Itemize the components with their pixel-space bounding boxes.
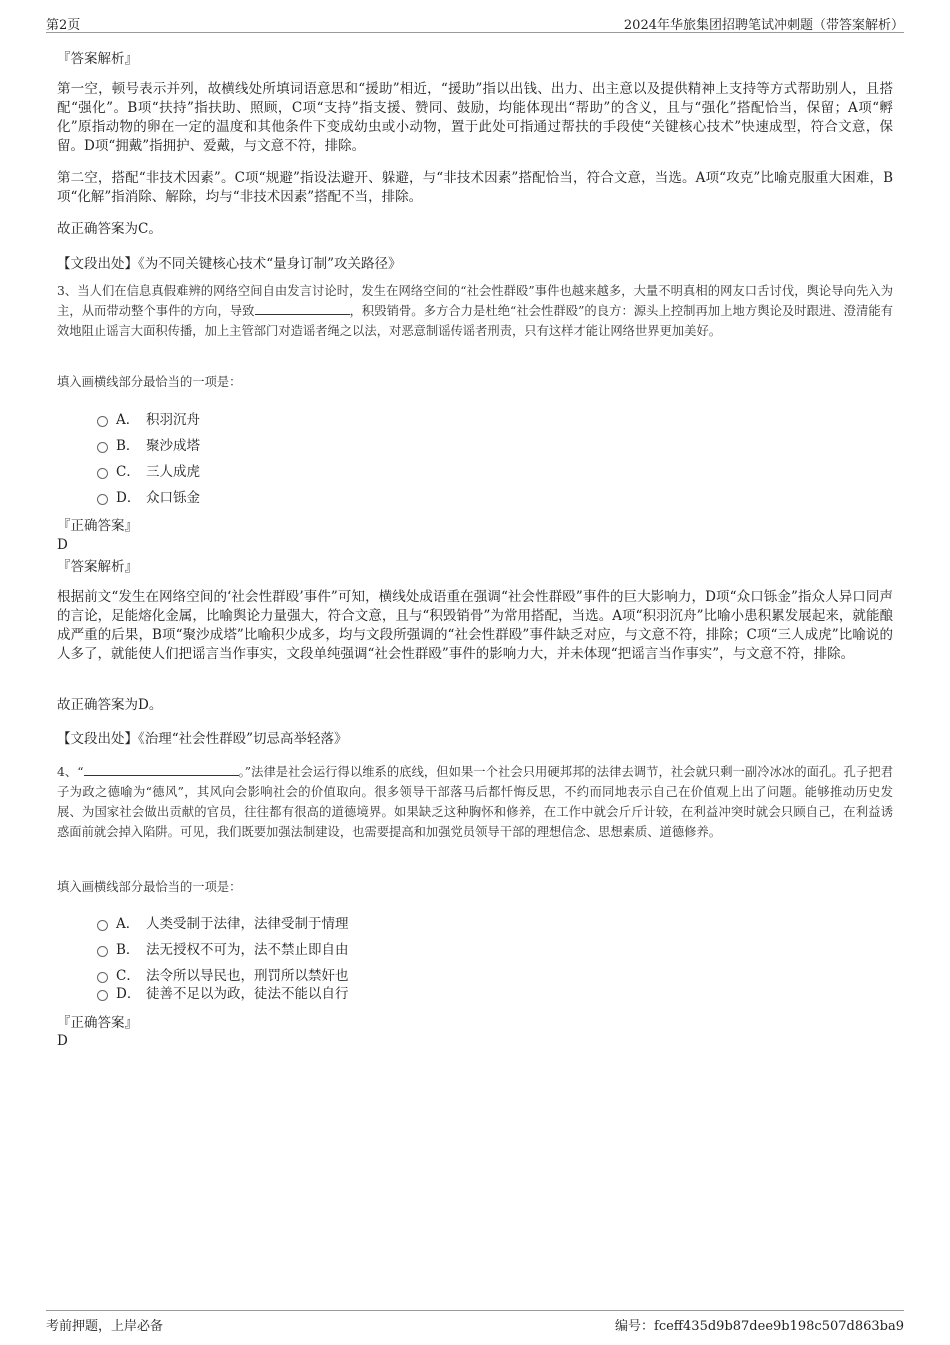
q3-stem-before: 3、当人们在信息真假难辨的网络空间自由发言讨论时，发生在网络空间的“社会性群殴”事件也越来越多，大量不明真相的网友口舌讨伐，舆论导向先入为主，从而带动整个事件的方向，导致 — [57, 284, 893, 318]
q3-answer-label: 『正确答案』 — [57, 518, 138, 534]
footer-code: 编号：fceff435d9b87dee9b198c507d863ba9 — [615, 1319, 904, 1334]
radio-icon[interactable] — [97, 972, 108, 983]
radio-icon[interactable] — [97, 946, 108, 957]
radio-icon[interactable] — [97, 494, 108, 505]
q3-blank — [255, 302, 350, 315]
q2-analysis-label: 『答案解析』 — [57, 51, 138, 67]
q2-analysis-para-2: 第二空，搭配“非技术因素”。C项“规避”指设法避开、躲避，与“非技术因素”搭配恰当，符合文意，当选。A项“攻克”比喻克服重大困难，B项“化解”指消除、解除，均与“非技术因素”搭配不当，排除。 — [57, 170, 893, 205]
q3-option-d[interactable]: D． 众口铄金 — [97, 486, 200, 506]
q4-answer: D — [57, 1033, 68, 1049]
radio-icon[interactable] — [97, 990, 108, 1001]
q3-analysis-label: 『答案解析』 — [57, 559, 138, 575]
q3-analysis: 根据前文“发生在网络空间的‘社会性群殴’事件”可知，横线处成语重在强调“社会性群殴”事件的巨大影响力，D项“众口铄金”指众人异口同声的言论，足能熔化金属，比喻舆论力量强大，符合文意，且与“积毁销骨”为常用搭配，当选。A项“积羽沉舟”比喻小患积累发展起来，就能酿成严重的后果，B项“聚沙成塔”比喻积少成多，均与文段所强调的“社会性群殴”事件缺乏对应，与文意不符，排除；C项“三人成虎”比喻说的人多了，就能使人们把谣言当作事实，文段单纯强调“社会性群殴”事件的影响力大，并未体现“把谣言当作事实”，与文意不符，排除。 — [57, 589, 893, 662]
q3-option-c[interactable]: C． 三人成虎 — [97, 460, 200, 480]
page-footer — [46, 1310, 904, 1333]
radio-icon[interactable] — [97, 468, 108, 479]
q4-option-c[interactable]: C． 法令所以导民也，刑罚所以禁奸也 — [97, 964, 349, 984]
q2-conclusion: 故正确答案为C。 — [57, 221, 162, 237]
radio-icon[interactable] — [97, 920, 108, 931]
q3-conclusion: 故正确答案为D。 — [57, 697, 163, 713]
radio-icon[interactable] — [97, 442, 108, 453]
document-title: 2024年华旅集团招聘笔试冲刺题（带答案解析） — [623, 18, 904, 33]
q4-answer-label: 『正确答案』 — [57, 1015, 138, 1031]
q4-option-d[interactable]: D． 徒善不足以为政，徒法不能以自行 — [97, 982, 349, 1002]
q3-prompt: 填入画横线部分最恰当的一项是： — [57, 375, 242, 389]
q4-option-b[interactable]: B． 法无授权不可为，法不禁止即自由 — [97, 938, 349, 958]
footer-note: 考前押题，上岸必备 — [46, 1319, 164, 1334]
q3-option-b[interactable]: B． 聚沙成塔 — [97, 434, 200, 454]
q3-stem-after: ，积毁销骨。多方合力是杜绝“社会性群殴”的良方：源头上控制再加上地方舆论及时跟进、澄清能有效地阻止谣言大面积传播，加上主管部门对造谣者绳之以法，对恶意制谣传谣者刑责，只有这样才能让网络世界更加美好。 — [57, 304, 893, 338]
q3-stem — [57, 281, 893, 341]
q2-source: 【文段出处】《为不同关键核心技术“量身订制”攻关路径》 — [57, 256, 402, 272]
q3-option-a[interactable]: A． 积羽沉舟 — [97, 408, 200, 428]
q3-answer: D — [57, 537, 68, 553]
q3-source: 【文段出处】《治理“社会性群殴”切忌高举轻落》 — [57, 731, 348, 747]
page-number: 第2页 — [46, 18, 81, 33]
q4-blank — [84, 763, 239, 776]
q2-analysis-para-1: 第一空，顿号表示并列，故横线处所填词语意思和“援助”相近，“援助”指以出钱、出力、出主意以及提供精神上支持等方式帮助别人，且搭配“强化”。B项“扶持”指扶助、照顾，C项“支持”指支援、赞同、鼓励，均能体现出“帮助”的含义，且与“强化”搭配恰当，保留；A项“孵化”原指动物的卵在一定的温度和其他条件下变成幼虫或小动物，置于此处可指通过帮扶的手段使“关键核心技术”快速成型，符合文意，保留。D项“拥戴”指拥护、爱戴，与文意不符，排除。 — [57, 81, 893, 154]
q4-stem-after: 。”法律是社会运行得以维系的底线，但如果一个社会只用硬邦邦的法律去调节，社会就只剩一副冷冰冰的面孔。孔子把君子为政之德喻为“德风”，其风向会影响社会的价值取向。很多领导干部落马后都忏悔反思，不约而同地表示自己在价值观上出了问题。能够推动历史发展、为国家社会做出贡献的官员，往往都有很高的道德境界。如果缺乏这种胸怀和修养，在工作中就会斤斤计较，在利益冲突时就会只顾自己，在利益诱惑面前就会掉入陷阱。可见，我们既要加强法制建设，也需要提高和加强党员领导干部的理想信念、思想素质、道德修养。 — [57, 765, 893, 839]
q4-prompt: 填入画横线部分最恰当的一项是： — [57, 880, 242, 894]
q4-option-a[interactable]: A． 人类受制于法律，法律受制于情理 — [97, 912, 349, 932]
radio-icon[interactable] — [97, 416, 108, 427]
page-header — [46, 12, 904, 33]
q4-stem-prefix: 4、“ — [57, 765, 84, 779]
q4-stem — [57, 762, 893, 842]
